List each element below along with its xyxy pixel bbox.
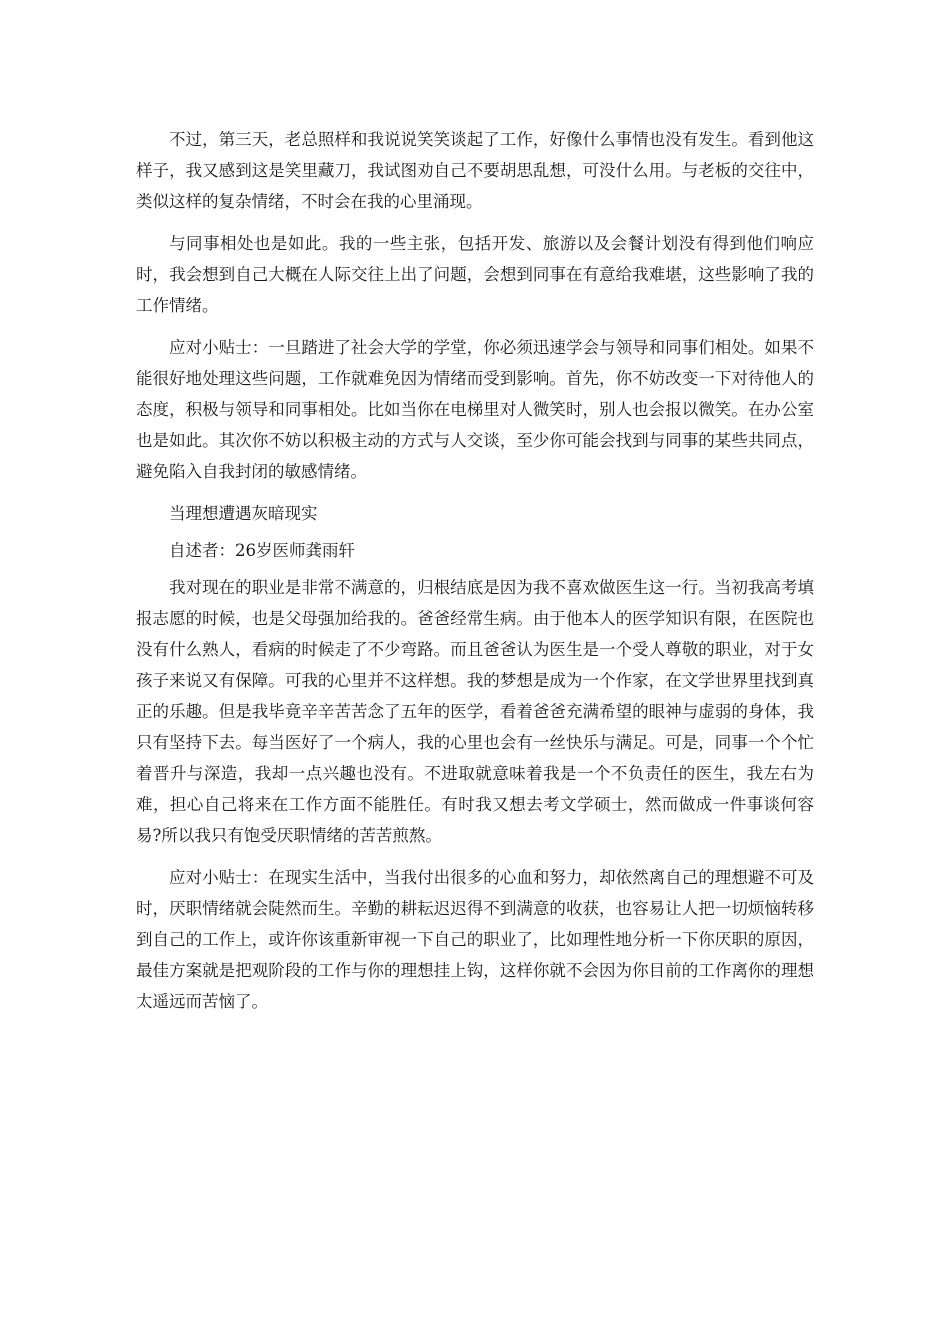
paragraph-tip-relationships: 应对小贴士：一旦踏进了社会大学的学堂，你必须迅速学会与领导和同事们相处。如果不能很好地处理这些问题，工作就难免因为情绪而受到影响。首先，你不妨改变一下对待他人的态度，积极与领导和同事相处。比如当你在电梯里对人微笑时，别人也会报以微笑。在办公室也是如此。其次你不妨以积极主动的方式与人交谈，至少你可能会找到与同事的某些共同点，避免陷入自我封闭的敏感情绪。 [136,338,814,481]
paragraph-colleagues: 与同事相处也是如此。我的一些主张，包括开发、旅游以及会餐计划没有得到他们响应时，我会想到自己大概在人际交往上出了问题，会想到同事在有意给我难堪，这些影响了我的工作情绪。 [136,234,814,315]
document-page [136,124,814,1028]
narrator-line: 自述者：26岁医师龚雨轩 [169,541,355,560]
paragraph-boss-emotions: 不过，第三天，老总照样和我说说笑笑谈起了工作，好像什么事情也没有发生。看到他这样子，我又感到这是笑里藏刀，我试图劝自己不要胡思乱想，可没什么用。与老板的交往中，类似这样的复杂情绪，不时会在我的心里涌现。 [136,130,814,211]
paragraph-doctor-story: 我对现在的职业是非常不满意的，归根结底是因为我不喜欢做医生这一行。当初我高考填报志愿的时候，也是父母强加给我的。爸爸经常生病。由于他本人的医学知识有限，在医院也没有什么熟人，看病的时候走了不少弯路。而且爸爸认为医生是一个受人尊敬的职业，对于女孩子来说又有保障。可我的心里并不这样想。我的梦想是成为一个作家，在文学世界里找到真正的乐趣。但是我毕竟辛辛苦苦念了五年的医学，看着爸爸充满希望的眼神与虚弱的身体，我只有坚持下去。每当医好了一个病人，我的心里也会有一丝快乐与满足。可是，同事一个个忙着晋升与深造，我却一点兴趣也没有。不进取就意味着我是一个不负责任的医生，我左右为难，担心自己将来在工作方面不能胜任。有时我又想去考文学硕士，然而做成一件事谈何容易?所以我只有饱受厌职情绪的苦苦煎熬。 [136,578,814,845]
paragraph-tip-ideals: 应对小贴士：在现实生活中，当我付出很多的心血和努力，却依然离自己的理想避不可及时，厌职情绪就会陡然而生。辛勤的耕耘迟迟得不到满意的收获，也容易让人把一切烦恼转移到自己的工作上，或许你该重新审视一下自己的职业了，比如理性地分析一下你厌职的原因，最佳方案就是把观阶段的工作与你的理想挂上钩，这样你就不会因为你目前的工作离你的理想太遥远而苦恼了。 [136,868,814,1011]
section-heading: 当理想遭遇灰暗现实 [169,504,318,523]
